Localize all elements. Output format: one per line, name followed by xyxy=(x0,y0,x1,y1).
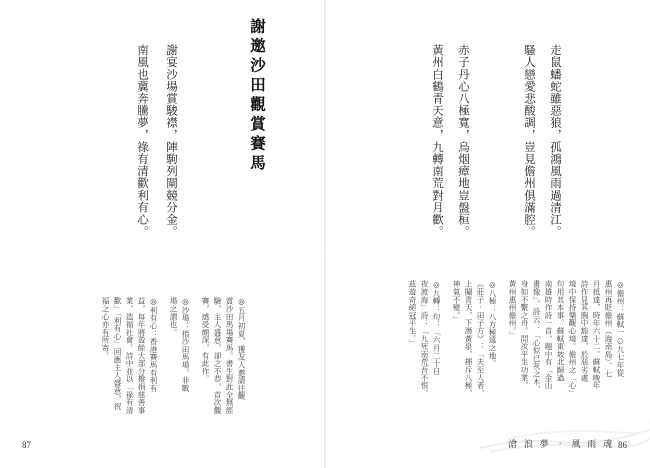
left-note-line: 場之謂也。 xyxy=(169,297,178,336)
right-note-line: 黃州惠州儋州。」 xyxy=(508,280,517,339)
left-note-line: 賞沙田馬場賽馬。書生對此全無經 xyxy=(225,297,234,414)
left-note-line: 福之心亦有所寄。 xyxy=(101,297,110,360)
left-note-line: ◎五月初夏，獲友人邀請往觀 xyxy=(237,297,246,400)
running-head: 滄 浪 夢 ‧ 風 雨 魂 xyxy=(508,440,615,450)
right-note-line: 惠州再貶儋州（海南島）。七 xyxy=(604,280,613,378)
right-poem-line-1: 走鼠蟠蛇雖惡狼，孤鴻風雨過清江。 xyxy=(549,44,563,238)
right-note-line: 《莊子‧田子方》：「夫至人者， xyxy=(476,280,485,397)
left-note-line: ◎沙場：指沙田馬場，非戰 xyxy=(181,297,190,392)
left-note-line: 驗，主人盛意，卻之不恭，首次觀 xyxy=(213,297,222,414)
right-note-line: 上闚青天，下潛黃泉，揮斥八極， xyxy=(464,280,473,397)
poem-title: 謝邀沙田觀賞賽馬 xyxy=(248,18,267,174)
right-note-line: 南雄時作詩一首，題中有「金山 xyxy=(544,280,553,390)
page-gutter xyxy=(324,0,326,468)
right-note-line: 句用其本事。蘇軾東坡北歸過 xyxy=(556,280,565,382)
right-poem-line-4: 黃州白鶴青天意，九轉南荒對月歡。 xyxy=(431,44,445,238)
left-page-number: 87 xyxy=(22,440,31,450)
right-note-line: 茲遊奇絕冠平生。」 xyxy=(408,280,417,347)
right-note-line: 詩作見其胸中豁達，於惡劣處 xyxy=(580,280,589,382)
right-note-line: 夜渡海」詩：「九死南荒吾不恨， xyxy=(420,280,429,397)
right-note-line: ◎八極：八方極遠之地。 xyxy=(488,280,497,368)
left-note-line: 歡」「利有心」回應主人盛意，祝 xyxy=(113,297,122,411)
right-note-line: 月抵達，時年六十二。蘇軾晚年 xyxy=(592,280,601,390)
left-poem-line-2: 南風也冀奔騰夢，祿有清歡利有心。 xyxy=(136,44,150,238)
right-note-line: ◎九轉：句：「六月二十日 xyxy=(432,280,441,375)
right-poem-line-2: 騷人戀愛悲酸調，豈見儋州俱滿腔。 xyxy=(523,44,537,238)
right-note-line: 神氣不變。」 xyxy=(452,280,461,323)
left-note-line: 業，造福社會。詩中並以「祿有清 xyxy=(125,297,134,414)
right-poem-line-3: 赤子丹心八極寬，烏烟瘴地豈盤桓。 xyxy=(457,44,471,238)
right-note-line: 境中保持樂觀心境。儋州之「心」 xyxy=(568,280,577,397)
left-note-line: 益，每年將盈餘大部分撥捐慈善事 xyxy=(137,297,146,414)
right-note-line: ◎儋州：蘇軾一○九七年從 xyxy=(616,280,625,377)
right-page-number: 86 xyxy=(618,440,627,450)
left-note-line: 賽，感受頗深，有此作。 xyxy=(201,297,210,383)
left-note-line: ◎利有心：香港賽馬有利有 xyxy=(149,297,158,392)
right-note-line: 身如不繫之舟。問汝平生功業， xyxy=(520,280,529,390)
left-poem-line-1: 謝宴沙場賞駿襟，陣駒列閘競分金。 xyxy=(165,44,179,238)
right-note-line: 畫像」，詩云：「心似已灰之木， xyxy=(532,280,541,394)
